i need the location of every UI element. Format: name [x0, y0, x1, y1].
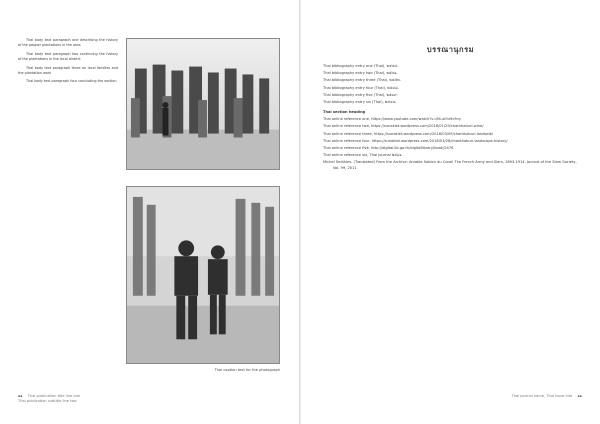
body-paragraph: Thai body text paragraph three on local families and the plantation work	[18, 65, 118, 76]
bibliography	[323, 64, 578, 173]
left-footer	[18, 394, 218, 404]
reference-entry: Thai online reference one, https://www.youtube.com/watch?v=8h-ai9u9c9ny	[323, 117, 461, 122]
reference-entry: Thai online reference two, https://sunakiet.wordpress.com/2018/01/29/chanthaburi-wine/	[323, 124, 484, 129]
footer-publication: Thai publication title line one	[27, 394, 81, 398]
body-paragraph: Thai body text paragraph two continuing the history of the plantations in the local district	[18, 51, 118, 62]
right-footer	[382, 394, 582, 399]
footer-subtitle: Thai publication subtitle line two	[18, 399, 77, 403]
page-number: ๑๑	[18, 394, 23, 398]
left-page	[0, 0, 299, 424]
plantation-photo	[126, 38, 280, 170]
left-body-text	[18, 38, 118, 88]
body-paragraph: Thai body text paragraph four concluding the section	[26, 79, 117, 84]
reference-entry: Thai bibliography entry two (Thai), ๒๕๔๑.	[323, 71, 398, 76]
photo-caption: Thai caption text for the photograph	[214, 368, 280, 372]
reference-entry: Thai online reference six, Thai journal ๒๕๖๑.	[323, 153, 403, 158]
reference-entry: Thai bibliography entry six (Thai), ๒๕๔๘.	[323, 99, 397, 104]
reference-entry: Thai bibliography entry three (Thai), ๒๕๕๒.	[323, 78, 401, 83]
reference-entry: Thai bibliography entry one (Thai), ๒๕๔๔.	[323, 64, 399, 68]
body-paragraph: Thai body text paragraph one describing the history of the pepper plantations in the area	[18, 38, 118, 48]
section-heading: Thai section heading	[323, 109, 366, 114]
footer-publication: Thai journal name, Thai issue info	[511, 394, 573, 398]
reference-entry: Michel Smithies. (Translated) From the Archive: Amable Sablon du Corail The French Army and Siam, 1893-1914. Journal of the Siam Society, Vol. 99, 2011	[323, 160, 577, 170]
reference-entry: Thai online reference three, https://sunakiet.wordpress.com/2018/03/09/chanthaburi-landsale/	[323, 131, 493, 136]
right-page	[301, 0, 600, 424]
reference-entry: Thai online reference five, http://digital.lib.go.th/digitallibrary/book/2476	[323, 145, 454, 150]
page-number: ๑๑	[577, 394, 582, 398]
reference-entry: Thai bibliography entry four (Thai), ๒๕๔๘.	[323, 85, 399, 90]
page-title: บรรณานุกรม	[426, 45, 475, 54]
reference-entry: Thai online reference four, https://sunakiet.wordpress.com/2018/03/28/chanthaburi-landscape-history/	[323, 138, 508, 143]
portrait-photo	[126, 186, 280, 364]
reference-entry: Thai bibliography entry five (Thai), ๒๕๓๙.	[323, 92, 398, 97]
